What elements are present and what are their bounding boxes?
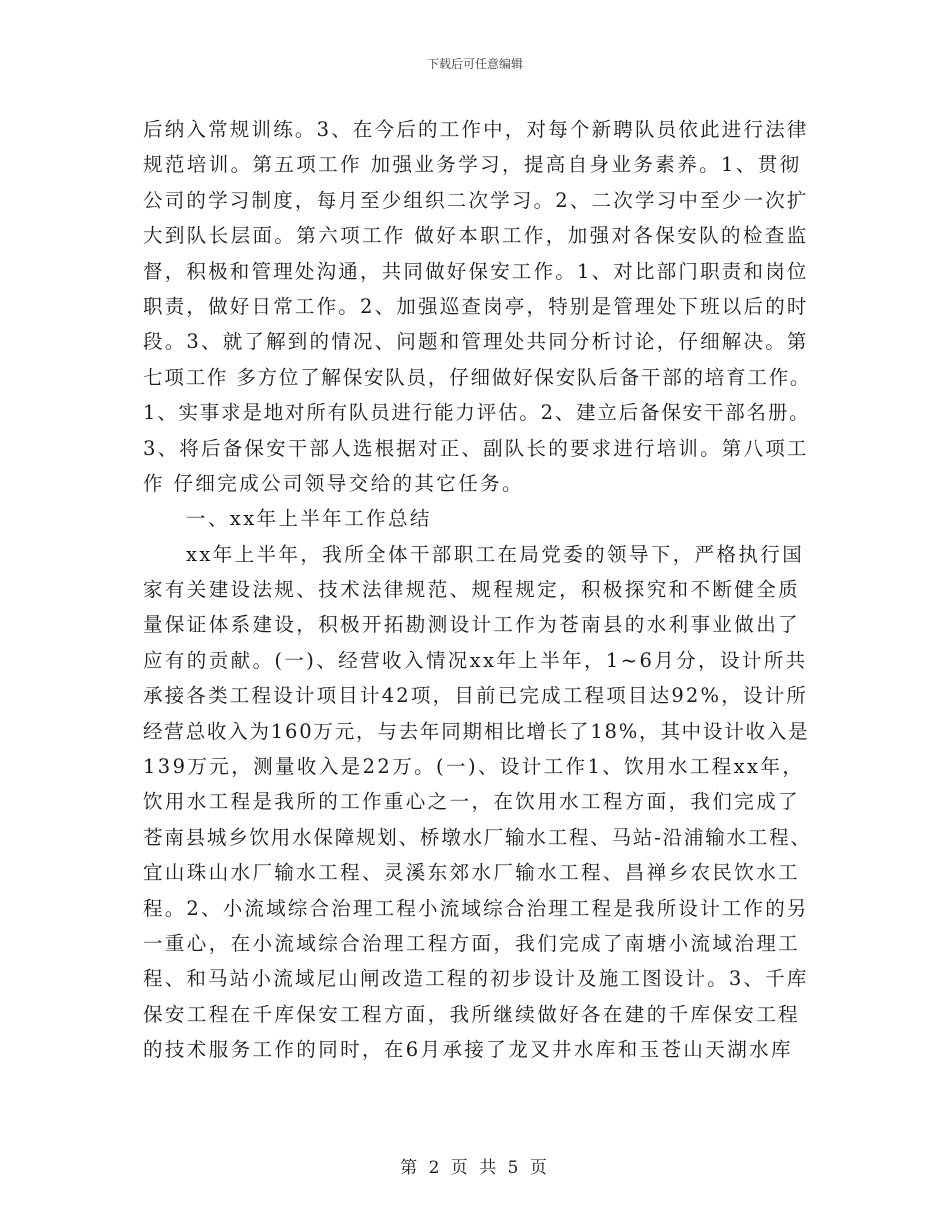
body-line: 一重心，在小流域综合治理工程方面，我们完成了南塘小流域治理工: [143, 931, 801, 955]
paragraph-first-line: xx年上半年，我所全体干部职工在局党委的领导下，严格执行国: [186, 542, 805, 566]
document-body: [143, 112, 813, 1068]
body-line: 3、将后备保安干部人选根据对正、副队长的要求进行培训。第八项工: [143, 436, 809, 460]
body-line: 程。2、小流域综合治理工程小流域综合治理工程是我所设计工作的另: [143, 896, 809, 920]
body-line: 作 仔细完成公司领导交给的其它任务。: [143, 471, 524, 495]
page-number-footer: 第 2 页 共 5 页: [400, 1158, 550, 1178]
body-line: 保安工程在千库保安工程方面，我所继续做好各在建的千库保安工程: [143, 1002, 801, 1026]
body-line: 规范培训。第五项工作 加强业务学习，提高自身业务素养。1、贯彻: [143, 153, 802, 177]
body-line: 139万元，测量收入是22万。(一)、设计工作1、饮用水工程xx年，: [143, 755, 805, 779]
body-line: 大到队长层面。第六项工作 做好本职工作，加强对各保安队的检查监: [143, 224, 809, 248]
body-line: 段。3、就了解到的情况、问题和管理处共同分析讨论，仔细解决。第: [143, 330, 809, 354]
body-line: 七项工作 多方位了解保安队员，仔细做好保安队后备干部的培育工作。: [143, 365, 812, 389]
body-line: 宜山珠山水厂输水工程、灵溪东郊水厂输水工程、昌禅乡农民饮水工: [143, 861, 801, 885]
body-line: 1、实事求是地对所有队员进行能力评估。2、建立后备保安干部名册。: [143, 401, 811, 425]
section-heading: 一、xx年上半年工作总结: [186, 507, 432, 531]
body-line: 承接各类工程设计项目计42项，目前已完成工程项目达92%，设计所: [143, 684, 809, 708]
page-header: 下载后可任意编辑: [426, 57, 523, 71]
body-line: 量保证体系建设，积极开拓勘测设计工作为苍南县的水利事业做出了: [143, 613, 801, 637]
body-line: 苍南县城乡饮用水保障规划、桥墩水厂输水工程、马站-沿浦输水工程、: [143, 825, 812, 849]
body-line: 职责，做好日常工作。2、加强巡查岗亭，特别是管理处下班以后的时: [143, 294, 809, 318]
body-line: 程、和马站小流域尼山闸改造工程的初步设计及施工图设计。3、千库: [143, 967, 809, 991]
body-line: 家有关建设法规、技术法律规范、规程规定，积极探究和不断健全质: [143, 578, 801, 602]
body-line: 公司的学习制度，每月至少组织二次学习。2、二次学习中至少一次扩: [143, 188, 809, 212]
body-line: 饮用水工程是我所的工作重心之一，在饮用水工程方面，我们完成了: [143, 790, 801, 814]
body-line: 的技术服务工作的同时，在6月承接了龙叉井水库和玉苍山天湖水库: [143, 1038, 793, 1062]
body-line: 后纳入常规训练。3、在今后的工作中，对每个新聘队员依此进行法律: [143, 118, 809, 141]
body-line: 督，积极和管理处沟通，共同做好保安工作。1、对比部门职责和岗位: [143, 259, 809, 283]
body-line: 应有的贡献。(一)、经营收入情况xx年上半年，1~6月分，设计所共: [143, 648, 808, 672]
body-line: 经营总收入为160万元，与去年同期相比增长了18%，其中设计收入是: [143, 719, 810, 743]
